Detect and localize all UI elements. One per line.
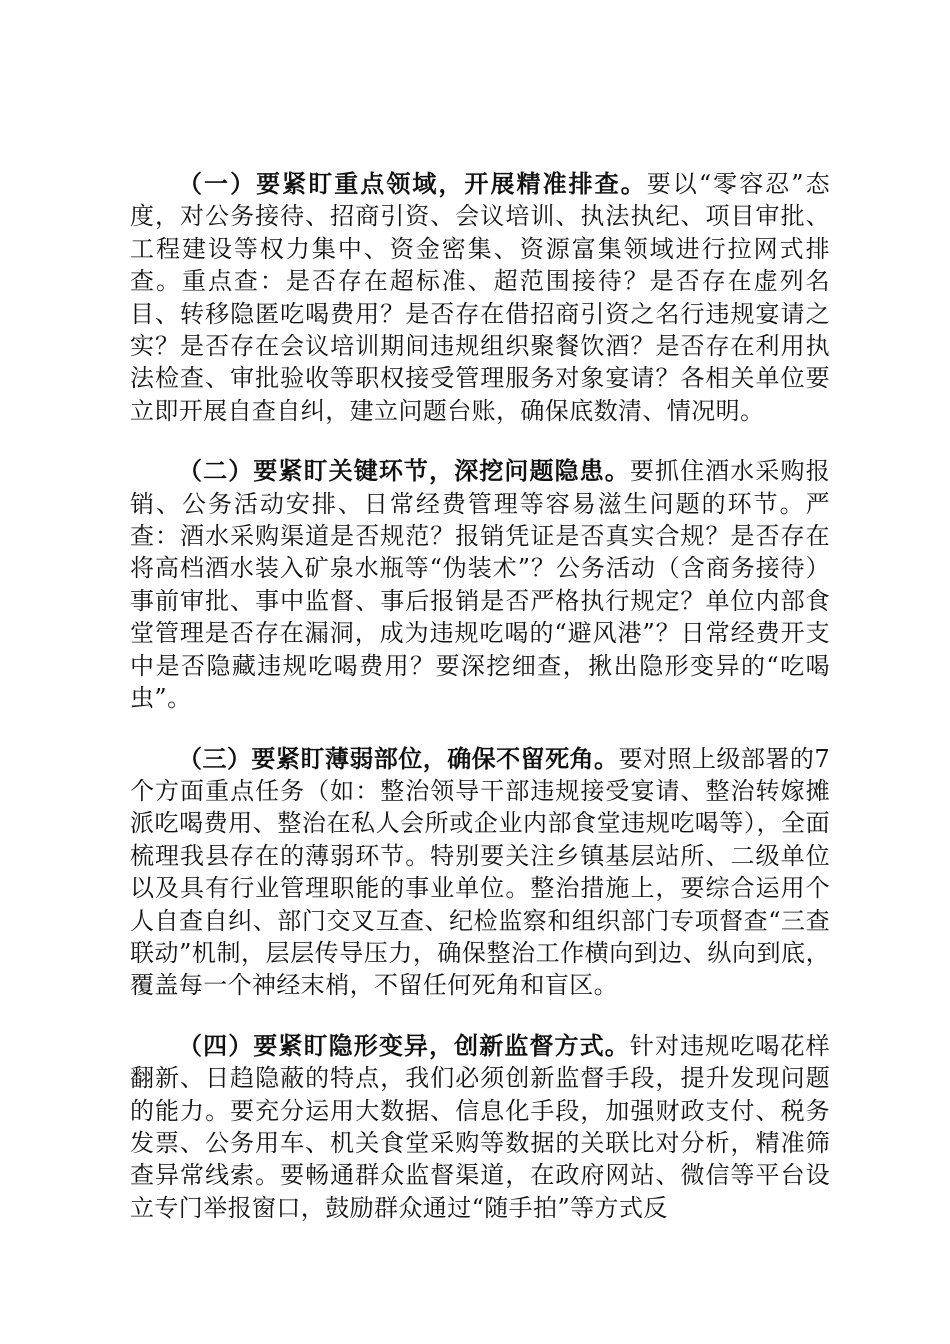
paragraph-heading: （二）要紧盯关键环节，深挖问题隐患。 [178,456,630,486]
paragraph-body: 要抓住酒水采购报销、公务活动安排、日常经费管理等容易滋生问题的环节。严查：酒水采购渠道是否规范？报销凭证是否真实合规？是否存在将高档酒水装入矿泉水瓶等“伪装术”？公务活动（含商务接待）事前审批、事中监督、事后报销是否严格执行规定？单位内部食堂管理是否存在漏洞，成为违规吃喝的“避风港”？日常经费开支中是否隐藏违规吃喝费用？要深挖细查，揪出隐形变异的“吃喝虫”。 [130,457,831,713]
paragraph-body: 要对照上级部署的7个方面重点任务（如：整治领导干部违规接受宴请、整治转嫁摊派吃喝费用、整治在私人会所或企业内部食堂违规吃喝等），全面梳理我县存在的薄弱环节。特别要关注乡镇基层站所、二级单位以及具有行业管理职能的事业单位。整治措施上，要综合运用个人自查自纠、部门交叉互查、纪检监察和组织部门专项督查“三查联动”机制，层层传导压力，确保整治工作横向到边、纵向到底，覆盖每一个神经末梢，不留任何死角和盲区。 [130,744,830,1000]
paragraph-body: 要以“零容忍”态度，对公务接待、招商引资、会议培训、执法执纪、项目审批、工程建设等权力集中、资金密集、资源富集领域进行拉网式排查。重点查：是否存在超标准、超范围接待？是否存在虚列名目、转移隐匿吃喝费用？是否存在借招商引资之名行违规宴请之实？是否存在会议培训期间违规组织聚餐饮酒？是否存在利用执法检查、审批验收等职权接受管理服务对象宴请？各相关单位要立即开展自查自纠，建立问题台账，确保底数清、情况明。 [130,170,830,425]
document-page [130,168,830,1252]
paragraph-body: 针对违规吃喝花样翻新、日趋隐蔽的特点，我们必须创新监督手段，提升发现问题的能力。要充分运用大数据、信息化手段，加强财政支付、税务发票、公务用车、机关食堂采购等数据的关联比对分析，精准筛查异常线索。要畅通群众监督渠道，在政府网站、微信等平台设立专门举报窗口，鼓励群众通过“随手拍”等方式反 [130,1031,831,1222]
paragraph-2 [130,455,830,714]
paragraph-1 [130,168,830,427]
paragraph-heading: （一）要紧盯重点领域，开展精准排查。 [178,169,647,198]
paragraph-4 [130,1030,830,1224]
paragraph-heading: （四）要紧盯隐形变异，创新监督方式。 [178,1030,630,1060]
paragraph-heading: （三）要紧盯薄弱部位，确保不留死角。 [178,743,619,773]
paragraph-3 [130,743,830,1002]
